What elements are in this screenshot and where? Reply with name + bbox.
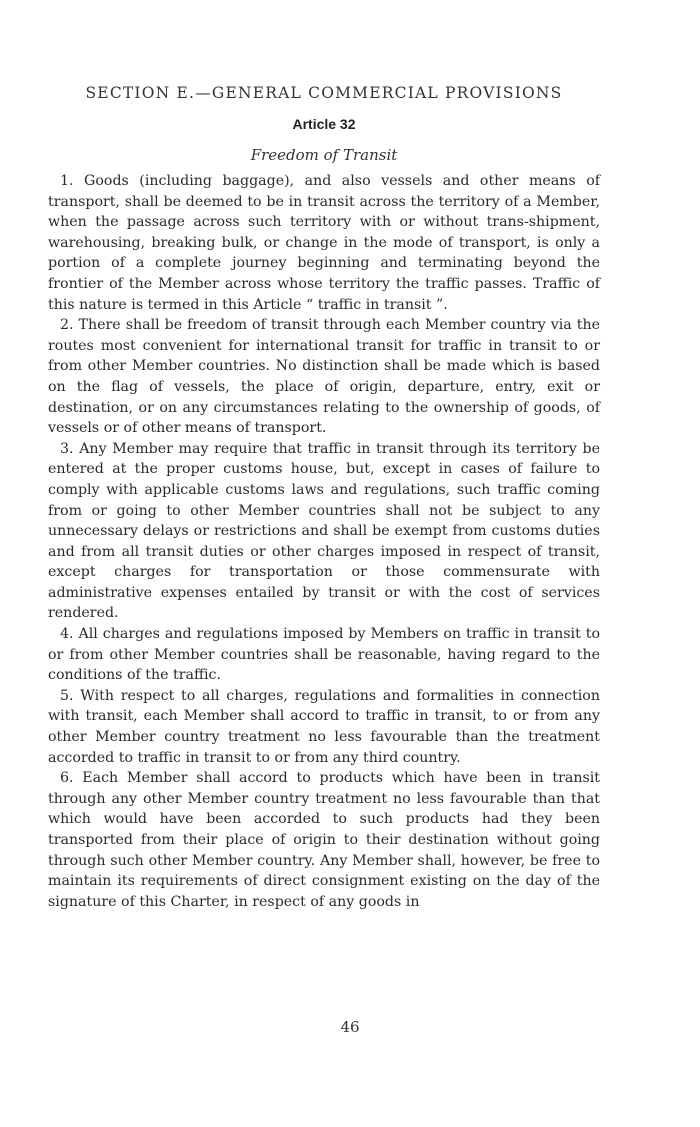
article-title: Article 32 — [292, 116, 356, 132]
paragraph-4: 4. All charges and regulations imposed by Members on traffic in transit to or from other Member countries shall be reasonable, having regard to the conditions of the traffic. — [48, 626, 600, 684]
page-number: 46 — [340, 1018, 360, 1036]
document-page — [48, 84, 600, 912]
paragraph-3: 3. Any Member may require that traffic in transit through its territory be entered at the proper customs house, but, except in cases of failure to comply with applicable customs laws and regulations, such traffic coming from or going to other Member countries shall not be subject to any unnecessary delays or restrictions and shall be exempt from customs duties and from all transit duties or other charges imposed in respect of transit, except charges for transportation or those commensurate with administrative expenses entailed by transit or with the cost of services rendered. — [48, 440, 600, 622]
paragraph-1: 1. Goods (including baggage), and also vessels and other means of transport, shall be deemed to be in transit across the territory of a Member, when the passage across such territory with or without trans-shipment, warehousing, breaking bulk, or change in the mode of transport, is only a portion of a complete journey beginning and terminating beyond the frontier of the Member across whose territory the traffic passes. Traffic of this nature is termed in this Article “ traffic in transit ”. — [48, 173, 600, 313]
section-title: SECTION E.—GENERAL COMMERCIAL PROVISIONS — [85, 84, 563, 102]
paragraph-2: 2. There shall be freedom of transit through each Member country via the routes most convenient for international transit for traffic in transit to or from other Member countries. No distinction shall be made which is based on the flag of vessels, the place of origin, departure, entry, exit or destination, or on any circumstances relating to the ownership of goods, of vessels or of other means of transport. — [48, 317, 600, 437]
paragraph-6: 6. Each Member shall accord to products which have been in transit through any other Member country treatment no less favourable than that which would have been accorded to such products had they been transported from their place of origin to their destination without going through such other Member country. Any Member shall, however, be free to maintain its requirements of direct consignment existing on the day of the signature of this Charter, in respect of any goods in — [48, 770, 600, 910]
article-subtitle: Freedom of Transit — [250, 146, 398, 164]
paragraph-5: 5. With respect to all charges, regulations and formalities in connection with transit, each Member shall accord to traffic in transit, to or from any other Member country treatment no less favourable than the treatment accorded to traffic in transit to or from any third country. — [48, 687, 600, 766]
